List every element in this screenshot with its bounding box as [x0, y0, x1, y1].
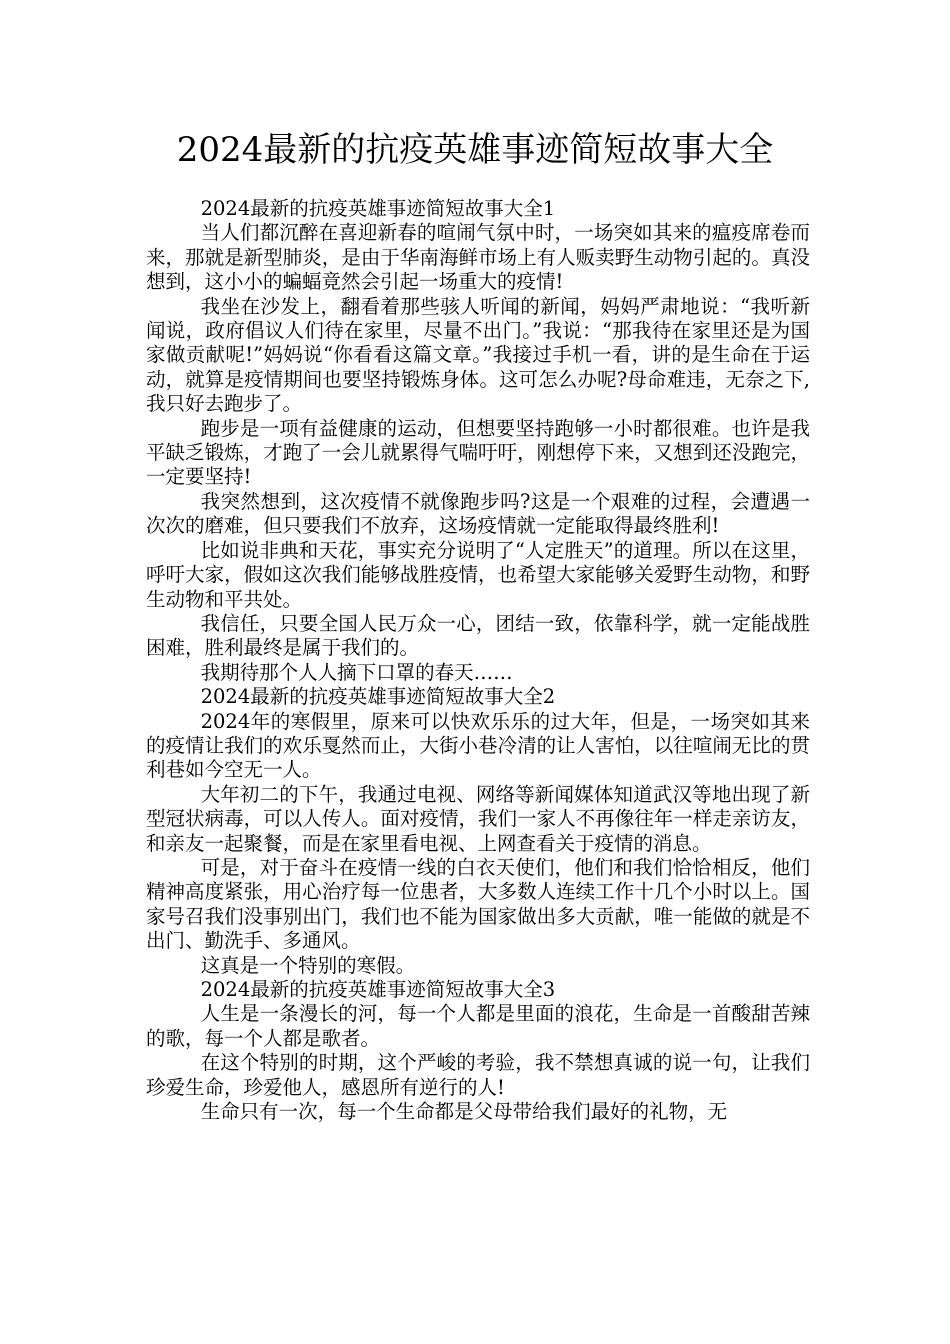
- document-body: [146, 197, 810, 1124]
- paragraph: 在这个特别的时期，这个严峻的考验，我不禁想真诚的说一句，让我们珍爱生命，珍爱他人，感恩所有逆行的人!: [146, 1051, 810, 1099]
- section-heading: 2024最新的抗疫英雄事迹简短故事大全3: [200, 978, 556, 1001]
- paragraph: 我坐在沙发上，翻看着那些骇人听闻的新闻，妈妈严肃地说：“我听新闻说，政府倡议人们待在家里，尽量不出门。”我说：“那我待在家里还是为国家做贡献呢!”妈妈说“你看看这篇文章。”我接过手机一看，讲的是生命在于运动，就算是疫情期间也要坚持锻炼身体。这可怎么办呢?母命难违，无奈之下,我只好去跑步了。: [146, 294, 810, 416]
- paragraph: 人生是一条漫长的河，每一个人都是里面的浪花，生命是一首酸甜苦辣的歌，每一个人都是歌者。: [146, 1002, 810, 1050]
- paragraph: 当人们都沉醉在喜迎新春的喧闹气氛中时，一场突如其来的瘟疫席卷而来，那就是新型肺炎，是由于华南海鲜市场上有人贩卖野生动物引起的。真没想到，这小小的蝙蝠竟然会引起一场重大的疫情!: [146, 221, 810, 294]
- paragraph: 这真是一个特别的寒假。: [200, 953, 416, 977]
- paragraph: 我信任，只要全国人民万众一心，团结一致，依靠科学，就一定能战胜困难，胜利最终是属于我们的。: [146, 611, 810, 660]
- paragraph: 2024年的寒假里，原来可以快欢乐乐的过大年，但是，一场突如其来的疫情让我们的欢乐戛然而止，大街小巷冷清的让人害怕，以往喧闹无比的贯利巷如今空无一人。: [146, 709, 810, 782]
- paragraph: 我突然想到，这次疫情不就像跑步吗?这是一个艰难的过程，会遭遇一次次的磨难，但只要我们不放弃，这场疫情就一定能取得最终胜利!: [146, 489, 810, 538]
- paragraph: 我期待那个人人摘下口罩的春天……: [200, 660, 513, 684]
- paragraph: 可是，对于奋斗在疫情一线的白衣天使们，他们和我们恰恰相反，他们精神高度紧张，用心治疗每一位患者，大多数人连续工作十几个小时以上。国家号召我们没事别出门，我们也不能为国家做出多大贡献，唯一能做的就是不出门、勤洗手、多通风。: [146, 855, 810, 953]
- document-title: 2024最新的抗疫英雄事迹简短故事大全: [176, 130, 774, 170]
- section-heading: 2024最新的抗疫英雄事迹简短故事大全2: [200, 685, 556, 709]
- paragraph: 跑步是一项有益健康的运动，但想要坚持跑够一小时都很难。也许是我平缺乏锻炼，才跑了一会儿就累得气喘吁吁，刚想停下来，又想到还没跑完，一定要坚持!: [146, 416, 810, 489]
- paragraph: 生命只有一次，每一个生命都是父母带给我们最好的礼物，无: [200, 1100, 728, 1124]
- section-heading: 2024最新的抗疫英雄事迹简短故事大全1: [200, 197, 556, 220]
- paragraph: 比如说非典和天花，事实充分说明了“人定胜天”的道理。所以在这里，呼吁大家，假如这次我们能够战胜疫情，也希望大家能够关爱野生动物，和野生动物和平共处。: [146, 538, 810, 611]
- paragraph: 大年初二的下午，我通过电视、网络等新闻媒体知道武汉等地出现了新型冠状病毒，可以人传人。面对疫情，我们一家人不再像往年一样走亲访友，和亲友一起聚餐，而是在家里看电视、上网查看关于疫情的消息。: [146, 782, 810, 855]
